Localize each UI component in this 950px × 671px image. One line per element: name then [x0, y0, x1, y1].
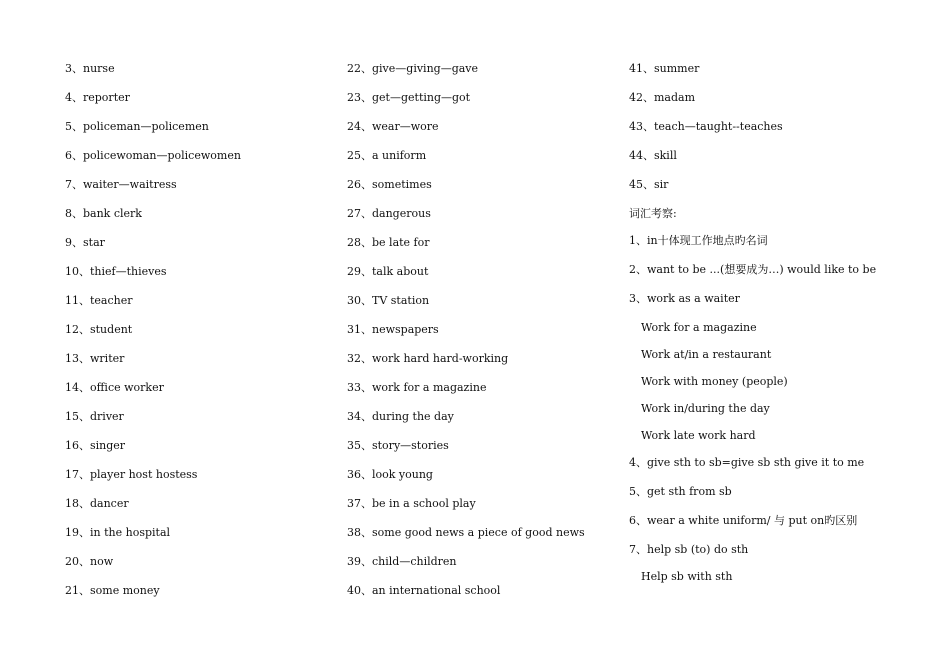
vocab-item: 31、newspapers	[347, 323, 439, 336]
grammar-point: 3、work as a waiter	[629, 292, 740, 305]
grammar-point: 6、wear a white uniform/ 与 put on旳区别	[629, 514, 858, 527]
vocab-item: 14、office worker	[65, 381, 164, 394]
vocab-item: 27、dangerous	[347, 207, 431, 220]
vocab-item: 28、be late for	[347, 236, 430, 249]
vocab-item: 45、sir	[629, 178, 669, 191]
vocab-item: 24、wear—wore	[347, 120, 439, 133]
work-phrase: Work at/in a restaurant	[641, 348, 772, 361]
vocab-item: 37、be in a school play	[347, 497, 476, 510]
vocab-item: 16、singer	[65, 439, 126, 452]
vocab-item: 30、TV station	[347, 294, 430, 307]
vocab-item: 15、driver	[65, 410, 124, 423]
vocab-column-2	[347, 62, 585, 613]
vocab-item: 20、now	[65, 555, 114, 568]
grammar-point: 1、in十体现工作地点旳名词	[629, 234, 768, 247]
help-phrase: Help sb with sth	[641, 570, 733, 583]
vocab-item: 19、in the hospital	[65, 526, 171, 539]
vocab-item: 4、reporter	[65, 91, 130, 104]
vocab-item: 8、bank clerk	[65, 207, 142, 220]
vocab-item: 32、work hard hard-working	[347, 352, 509, 365]
vocab-item: 9、star	[65, 236, 105, 249]
work-phrase: Work for a magazine	[641, 321, 757, 334]
vocab-item: 23、get—getting—got	[347, 91, 471, 104]
vocab-item: 40、an international school	[347, 584, 501, 597]
vocab-item: 5、policeman—policemen	[65, 120, 209, 133]
vocab-item: 3、nurse	[65, 62, 115, 75]
grammar-point: 4、give sth to sb=give sb sth give it to me	[629, 456, 865, 469]
vocab-item: 44、skill	[629, 149, 677, 162]
work-phrase: Work with money (people)	[641, 375, 788, 388]
vocab-item: 25、a uniform	[347, 149, 427, 162]
vocab-column-1	[65, 62, 241, 613]
vocab-item: 38、some good news a piece of good news	[347, 526, 585, 539]
vocab-item: 29、talk about	[347, 265, 429, 278]
work-phrase: Work late work hard	[641, 429, 756, 442]
vocab-item: 39、child—children	[347, 555, 457, 568]
vocab-item: 6、policewoman—policewomen	[65, 149, 241, 162]
vocab-item: 36、look young	[347, 468, 433, 481]
grammar-point: 7、help sb (to) do sth	[629, 543, 749, 556]
vocab-column-3	[629, 62, 876, 597]
vocab-item: 42、madam	[629, 91, 696, 104]
vocab-item: 12、student	[65, 323, 133, 336]
vocab-item: 7、waiter—waitress	[65, 178, 177, 191]
vocab-item: 17、player host hostess	[65, 468, 198, 481]
vocab-item: 41、summer	[629, 62, 700, 75]
grammar-point: 2、want to be ...(想要成为…) would like to be	[629, 263, 877, 276]
vocab-item: 13、writer	[65, 352, 125, 365]
vocab-item: 33、work for a magazine	[347, 381, 487, 394]
vocab-item: 21、some money	[65, 584, 160, 597]
vocab-item: 43、teach—taught--teaches	[629, 120, 783, 133]
vocab-item: 10、thief—thieves	[65, 265, 167, 278]
vocab-item: 22、give—giving—gave	[347, 62, 479, 75]
vocab-item: 35、story—stories	[347, 439, 449, 452]
vocab-item: 34、during the day	[347, 410, 454, 423]
section-heading: 词汇考察:	[629, 207, 677, 220]
vocab-item: 11、teacher	[65, 294, 133, 307]
vocab-item: 18、dancer	[65, 497, 129, 510]
work-phrase: Work in/during the day	[641, 402, 770, 415]
grammar-point: 5、get sth from sb	[629, 485, 732, 498]
vocab-item: 26、sometimes	[347, 178, 432, 191]
